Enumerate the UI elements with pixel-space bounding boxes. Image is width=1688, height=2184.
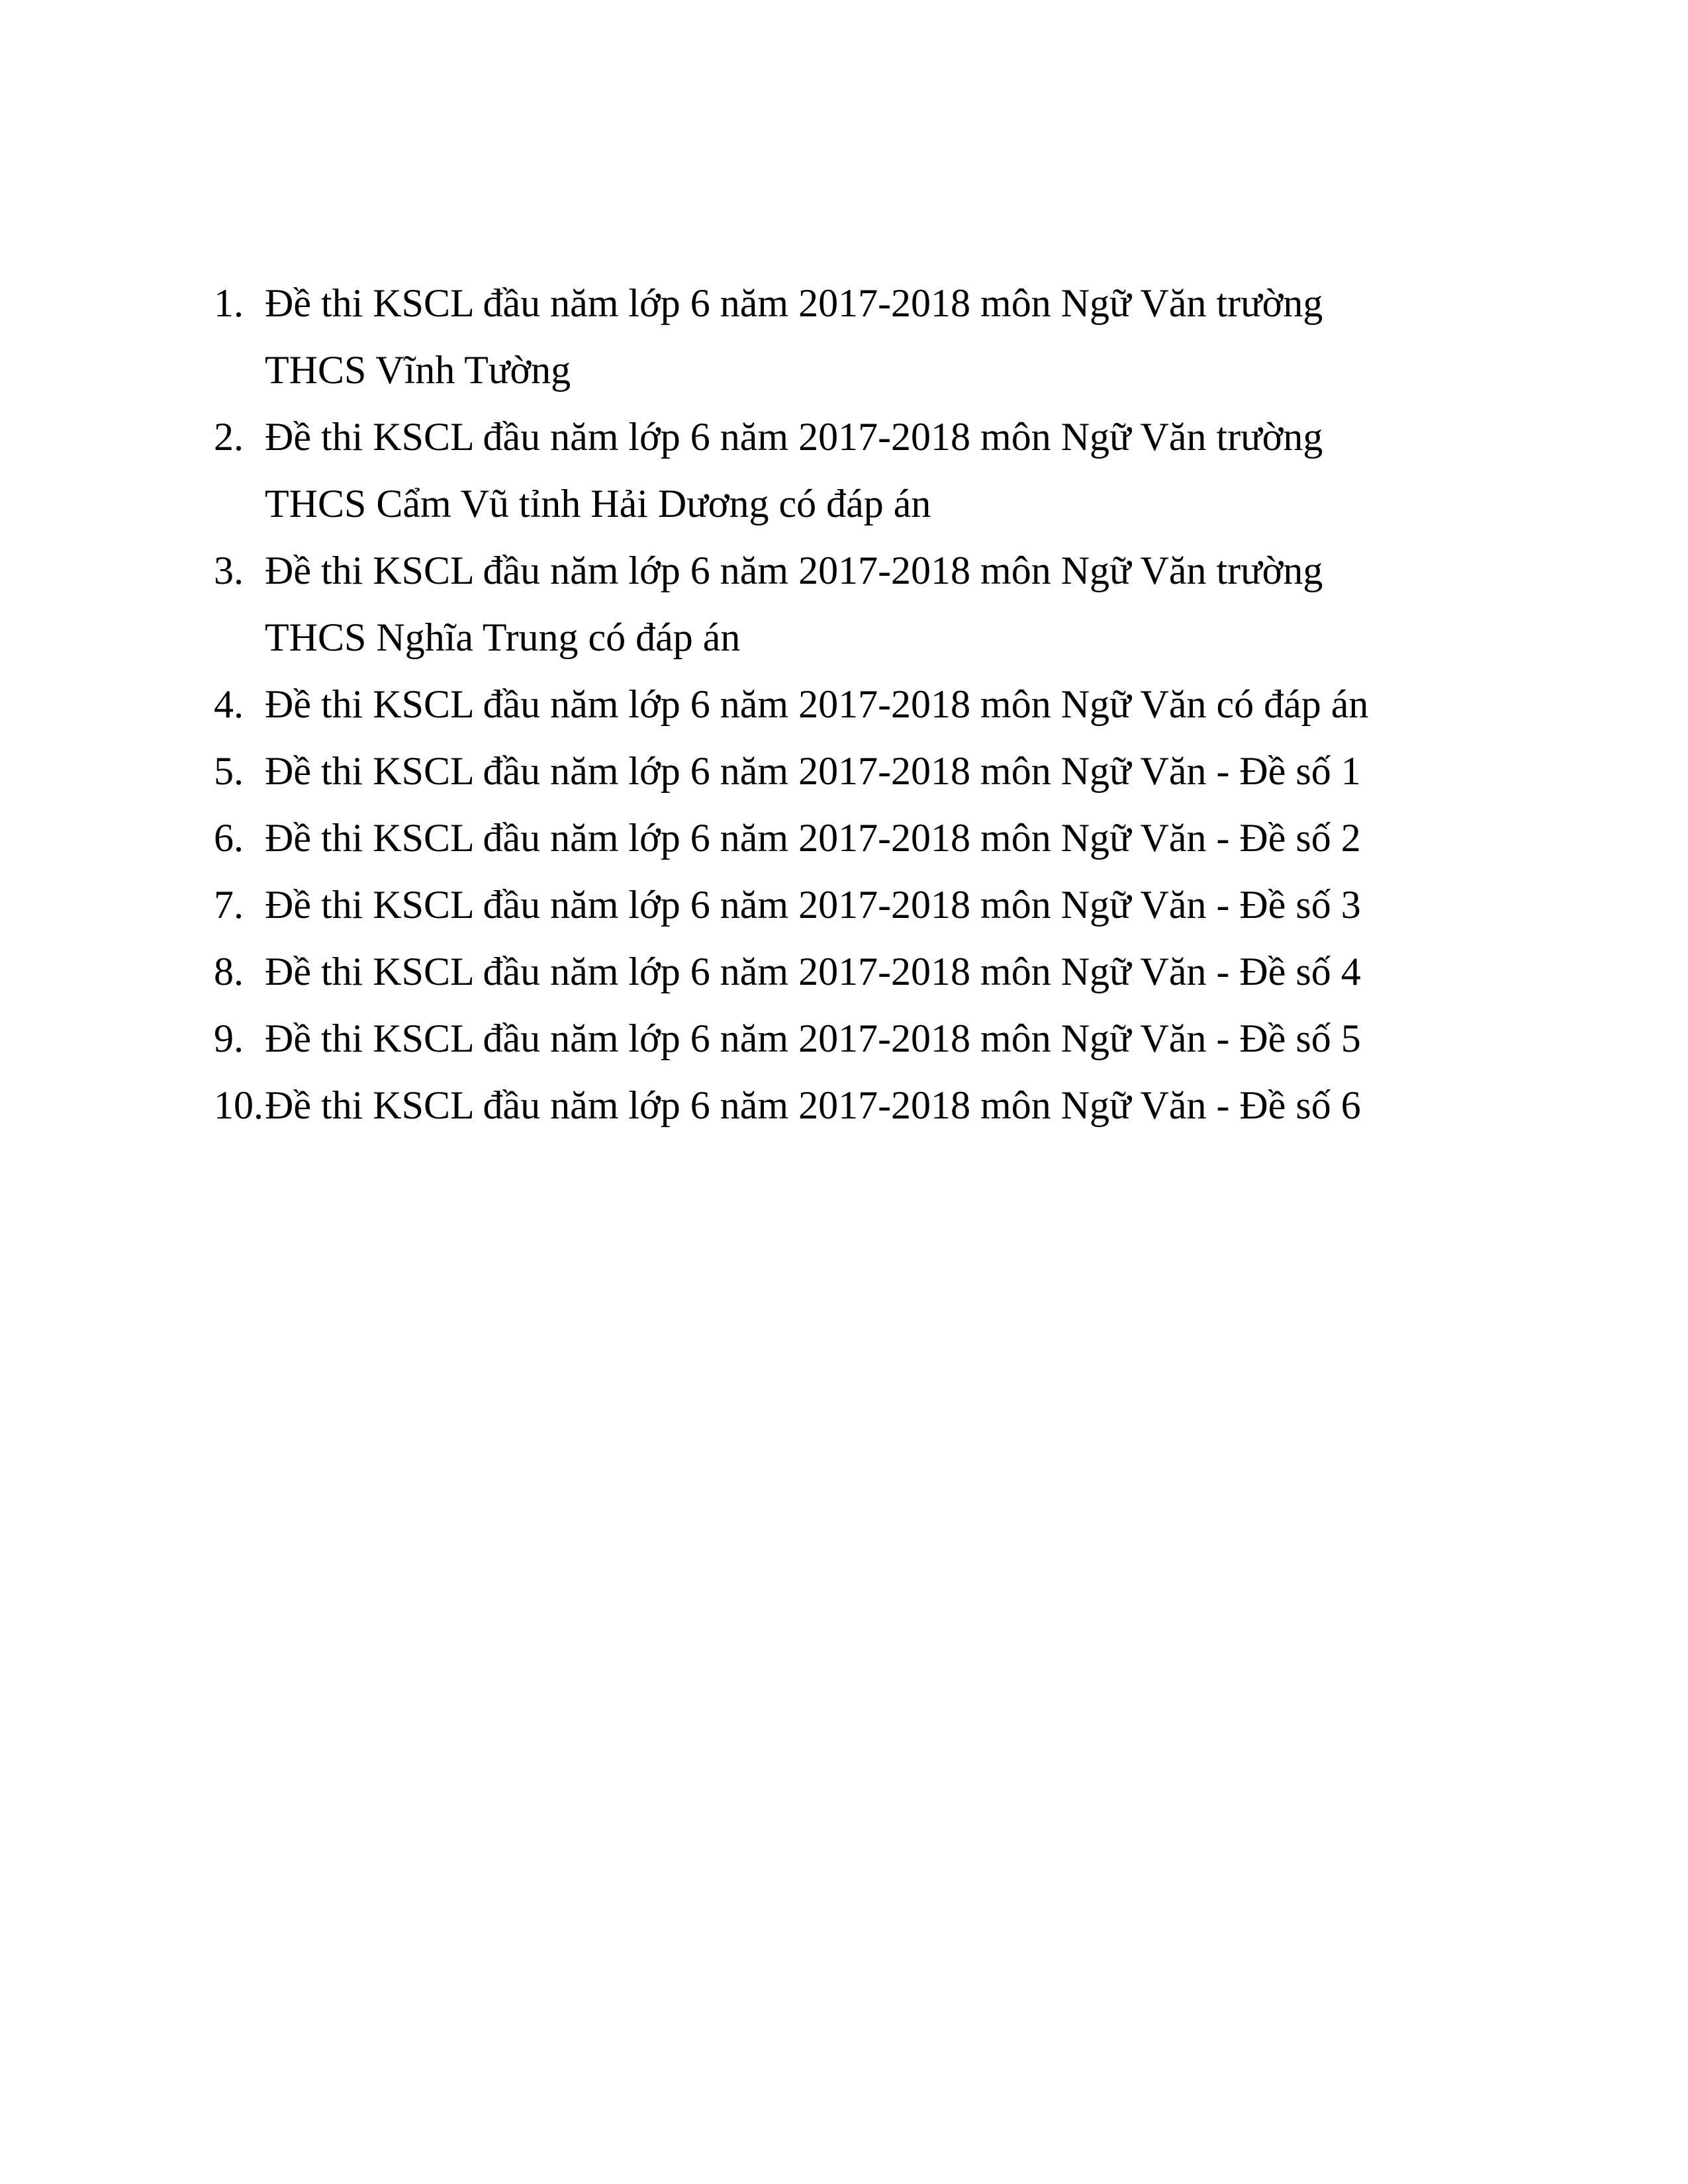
list-item-number: 7. — [214, 883, 244, 927]
list-item-number: 9. — [214, 1017, 244, 1060]
list-item-number: 1. — [214, 281, 244, 325]
list-item — [214, 938, 1430, 1005]
list-item-number: 4. — [214, 682, 244, 726]
list-item-text: Đề thi KSCL đầu năm lớp 6 năm 2017-2018 môn Ngữ Văn có đáp án — [265, 682, 1369, 726]
list-item-number: 10. — [214, 1083, 263, 1127]
list-item-text: Đề thi KSCL đầu năm lớp 6 năm 2017-2018 môn Ngữ Văn - Đề số 5 — [265, 1017, 1361, 1060]
list-item-text: Đề thi KSCL đầu năm lớp 6 năm 2017-2018 môn Ngữ Văn - Đề số 4 — [265, 950, 1361, 993]
list-item-text: Đề thi KSCL đầu năm lớp 6 năm 2017-2018 môn Ngữ Văn trường THCS Vĩnh Tường — [265, 281, 1323, 392]
list-item-text: Đề thi KSCL đầu năm lớp 6 năm 2017-2018 môn Ngữ Văn - Đề số 3 — [265, 883, 1361, 927]
numbered-list — [214, 270, 1430, 1139]
list-item-number: 6. — [214, 816, 244, 860]
list-item-number: 5. — [214, 749, 244, 793]
list-item — [214, 805, 1430, 872]
list-item — [214, 1005, 1430, 1072]
list-item-text: Đề thi KSCL đầu năm lớp 6 năm 2017-2018 môn Ngữ Văn - Đề số 1 — [265, 749, 1361, 793]
list-item — [214, 671, 1430, 738]
list-item — [214, 270, 1430, 404]
list-item-text: Đề thi KSCL đầu năm lớp 6 năm 2017-2018 môn Ngữ Văn trường THCS Cẩm Vũ tỉnh Hải Dương có đáp án — [265, 415, 1323, 525]
list-item — [214, 537, 1430, 671]
list-item-number: 3. — [214, 549, 244, 592]
list-item — [214, 404, 1430, 537]
list-item — [214, 1072, 1430, 1139]
list-item — [214, 738, 1430, 805]
list-item — [214, 872, 1430, 938]
list-item-text: Đề thi KSCL đầu năm lớp 6 năm 2017-2018 môn Ngữ Văn - Đề số 6 — [265, 1083, 1361, 1127]
list-item-text: Đề thi KSCL đầu năm lớp 6 năm 2017-2018 môn Ngữ Văn trường THCS Nghĩa Trung có đáp án — [265, 549, 1323, 659]
list-item-text: Đề thi KSCL đầu năm lớp 6 năm 2017-2018 môn Ngữ Văn - Đề số 2 — [265, 816, 1361, 860]
list-item-number: 2. — [214, 415, 244, 459]
list-item-number: 8. — [214, 950, 244, 993]
